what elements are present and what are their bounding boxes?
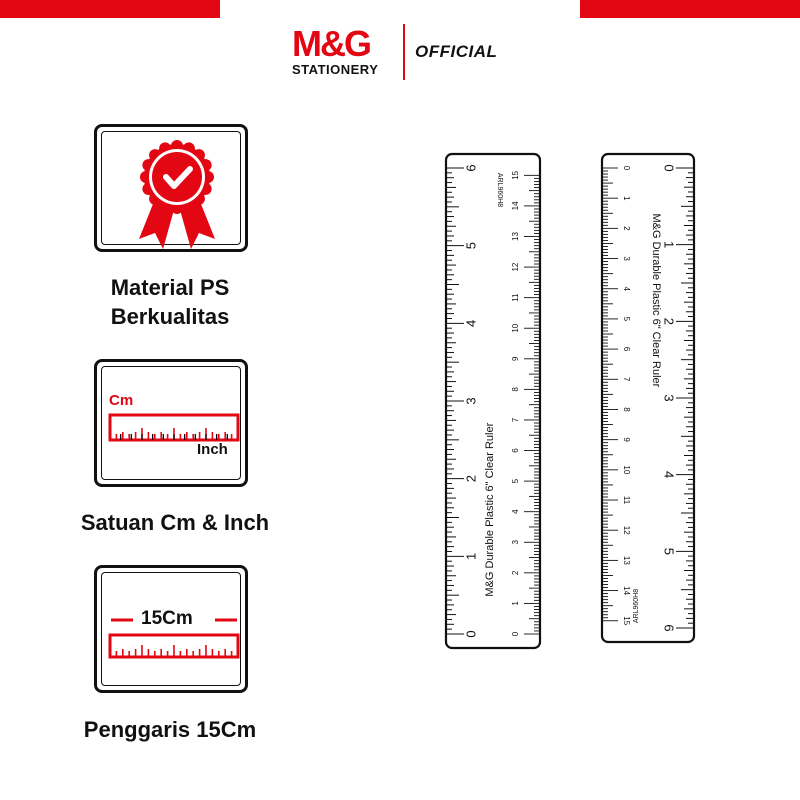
cm-label: 13 xyxy=(621,555,631,565)
cm-label: 9 xyxy=(621,437,631,442)
inch-label: 6 xyxy=(661,624,677,632)
cm-label: 1 xyxy=(511,601,521,606)
cm-label: 15 xyxy=(511,170,521,180)
feature-length-label: Penggaris 15Cm xyxy=(83,717,257,742)
cm-label: 8 xyxy=(621,407,631,412)
inch-label: 2 xyxy=(661,317,677,325)
cm-label: 2 xyxy=(511,570,521,576)
inch-label: 5 xyxy=(661,547,677,555)
inch-label: 4 xyxy=(661,471,677,479)
cm-label: 13 xyxy=(511,232,521,241)
cm-label: 3 xyxy=(621,256,631,261)
ruler-model-code: ARL960H8 xyxy=(496,172,504,208)
inch-label: 3 xyxy=(463,397,479,405)
cm-label: 2 xyxy=(621,226,631,231)
cm-label: 15 xyxy=(621,616,631,626)
cm-label: 9 xyxy=(511,356,521,362)
cm-label: 6 xyxy=(621,346,631,352)
brand-mark: M&G xyxy=(292,23,370,64)
inch-label: 1 xyxy=(463,552,479,560)
unit-cm-text: Cm xyxy=(109,392,134,409)
cm-label: 14 xyxy=(511,201,521,211)
feature-units-label: Satuan Cm & Inch xyxy=(80,510,270,535)
cm-label: 8 xyxy=(511,387,521,392)
ruler-back xyxy=(602,154,694,642)
cm-label: 7 xyxy=(621,377,631,382)
inch-label: 1 xyxy=(661,241,677,249)
unit-inch-text: Inch xyxy=(197,441,228,458)
cm-label: 4 xyxy=(621,286,631,291)
cm-label: 5 xyxy=(511,478,521,484)
inch-label: 6 xyxy=(463,164,479,172)
ruler-front xyxy=(446,154,540,648)
cm-label: 10 xyxy=(621,465,631,475)
ruler-title-text: M&G Durable Plastic 6" Clear Ruler xyxy=(650,213,663,388)
inch-label: 3 xyxy=(661,394,677,402)
cm-label: 11 xyxy=(621,495,631,505)
inch-label: 2 xyxy=(463,475,479,483)
inch-label: 5 xyxy=(463,242,479,250)
feature-quality-label-line2: Berkualitas xyxy=(110,304,230,329)
feature-quality-label-line1: Material PS xyxy=(110,275,230,300)
cm-label: 12 xyxy=(511,262,521,272)
inch-label: 0 xyxy=(661,164,677,172)
inch-label: 0 xyxy=(463,630,479,638)
ruler-model-code: ARL960H8 xyxy=(632,588,640,624)
cm-label: 4 xyxy=(511,509,521,514)
inch-label: 4 xyxy=(463,319,479,327)
length-15cm-text: 15Cm xyxy=(141,608,193,629)
official-label: OFFICIAL xyxy=(415,42,498,61)
cm-label: 10 xyxy=(511,323,521,333)
cm-label: 0 xyxy=(621,165,631,171)
cm-label: 11 xyxy=(511,293,521,302)
cm-label: 5 xyxy=(621,316,631,322)
brand-subtitle: STATIONERY xyxy=(292,62,379,77)
cm-label: 14 xyxy=(621,586,631,596)
cm-label: 6 xyxy=(511,448,521,453)
cm-label: 3 xyxy=(511,540,521,545)
cm-label: 1 xyxy=(621,195,631,201)
cm-label: 7 xyxy=(511,417,521,423)
cm-label: 12 xyxy=(621,525,631,535)
ruler-title-text: M&G Durable Plastic 6" Clear Ruler xyxy=(483,422,496,597)
cm-label: 0 xyxy=(511,631,521,637)
